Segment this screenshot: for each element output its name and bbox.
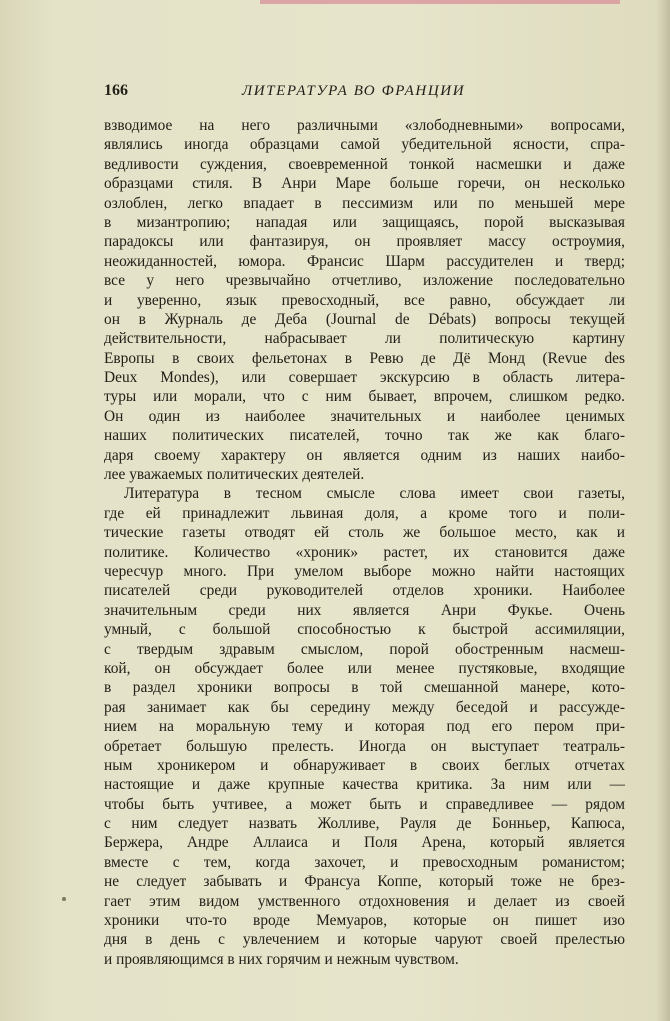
text-line: лее уважаемых политических деятелей. xyxy=(104,466,365,484)
text-line: с ним следует назвать Жолливе, Рауля де Бонньер, Капюса, xyxy=(104,815,625,833)
page-gutter-shadow xyxy=(656,0,670,1021)
text-line: чересчур много. При умелом выборе можно найти настоящих xyxy=(104,562,625,580)
text-line: Он один из наиболее значительных и наиболее ценимых xyxy=(104,407,625,425)
text-line: неожиданностей, юмора. Франсис Шарм рассудителен и тверд; xyxy=(104,252,625,270)
text-line: действительности, набрасывает ли политическую картину xyxy=(104,330,625,348)
text-line: все у него чрезвычайно отчетливо, изложение последовательно xyxy=(104,272,625,290)
text-line: и проявляющимся в них горячим и нежным чувством. xyxy=(104,950,459,968)
text-line: озлоблен, легко впадает в пессимизм или по меньшей мере xyxy=(104,194,625,212)
text-line: где ей принадлежит львиная доля, а кроме того и поли- xyxy=(104,504,625,522)
text-line: с твердым здравым смыслом, порой обостренным насмеш- xyxy=(104,640,625,658)
body-text xyxy=(104,116,625,969)
text-line: Deux Mondes), или совершает экскурсию в область литера- xyxy=(104,369,625,387)
text-line: нием на моральную тему и которая под его пером при- xyxy=(104,718,625,736)
text-line: и уверенно, язык превосходный, все равно, обсуждает ли xyxy=(104,291,625,309)
text-line: Европы в своих фельетонах в Ревю де Дё Монд (Revue des xyxy=(104,349,625,367)
page-number: 166 xyxy=(104,82,128,99)
text-line: чтобы быть учтивее, а может быть и справедливее — рядом xyxy=(104,795,625,813)
text-line: взводимое на него различными «злободневными» вопросами, xyxy=(104,117,625,134)
page-edge-stain xyxy=(260,0,620,4)
text-line: дня в день с увлечением и которые чаруют своей прелестью xyxy=(104,931,625,949)
text-line: гает этим видом умственного отдохновения и делает из своей xyxy=(104,892,625,910)
text-line: кой, он обсуждает более или менее пустяковые, входящие xyxy=(104,659,625,677)
text-line: рая занимает как бы середину между беседой и рассужде- xyxy=(104,698,625,716)
text-line: хроники что-то вроде Мемуаров, которые он пишет изо xyxy=(104,912,625,930)
text-line: в раздел хроники вопросы в той смешанной манере, кото- xyxy=(104,679,625,697)
text-line: Литература в тесном смысле слова имеет свои газеты, xyxy=(124,485,625,503)
text-line: Бержера, Андре Аллаиса и Поля Арена, который является xyxy=(104,834,625,852)
text-line: образцами стиля. В Анри Маре больше горечи, он несколько xyxy=(104,175,625,193)
text-line: не следует забывать и Франсуа Коппе, который тоже не брез- xyxy=(104,873,625,891)
text-line: умный, с большой способностью к быстрой ассимиляции, xyxy=(104,621,625,639)
text-line: писателей среди руководителей отделов хроники. Наиболее xyxy=(104,582,625,600)
text-line: парадоксы или фантазируя, он проявляет массу остроумия, xyxy=(104,233,625,251)
text-line: тические газеты отводят ей столь же большое место, как и xyxy=(104,524,625,542)
ink-speck xyxy=(62,897,66,901)
text-line: вместе с тем, когда захочет, и превосходным романистом; xyxy=(104,853,625,871)
text-line: ведливости суждения, своевременной тонкой насмешки и даже xyxy=(104,155,625,173)
text-line: наших политических писателей, точно так же как благо- xyxy=(104,427,625,445)
text-line: политике. Количество «хроник» растет, их становится даже xyxy=(104,543,625,561)
text-line: обретает большую прелесть. Иногда он выступает театраль- xyxy=(104,737,625,755)
text-line: являлись иногда образцами самой убедительной ясности, спра- xyxy=(104,136,625,154)
text-line: настоящие и даже крупные качества критика. За ним или — xyxy=(104,776,625,794)
text-line: даря своему характеру он является одним из наших наибо- xyxy=(104,446,625,464)
text-line: значительным среди них является Анри Фукье. Очень xyxy=(104,601,625,619)
text-line: ным хроникером и обнаруживает в своих беглых отчетах xyxy=(104,756,625,774)
text-line: в мизантропию; нападая или защищаясь, порой высказывая xyxy=(104,213,625,231)
text-line: туры или морали, что с ним бывает, впрочем, слишком редко. xyxy=(104,388,625,406)
text-line: он в Журналь де Деба (Journal de Débats) вопросы текущей xyxy=(104,310,625,328)
running-head: ЛИТЕРАТУРА ВО ФРАНЦИИ xyxy=(242,83,466,99)
page-header xyxy=(104,82,624,104)
